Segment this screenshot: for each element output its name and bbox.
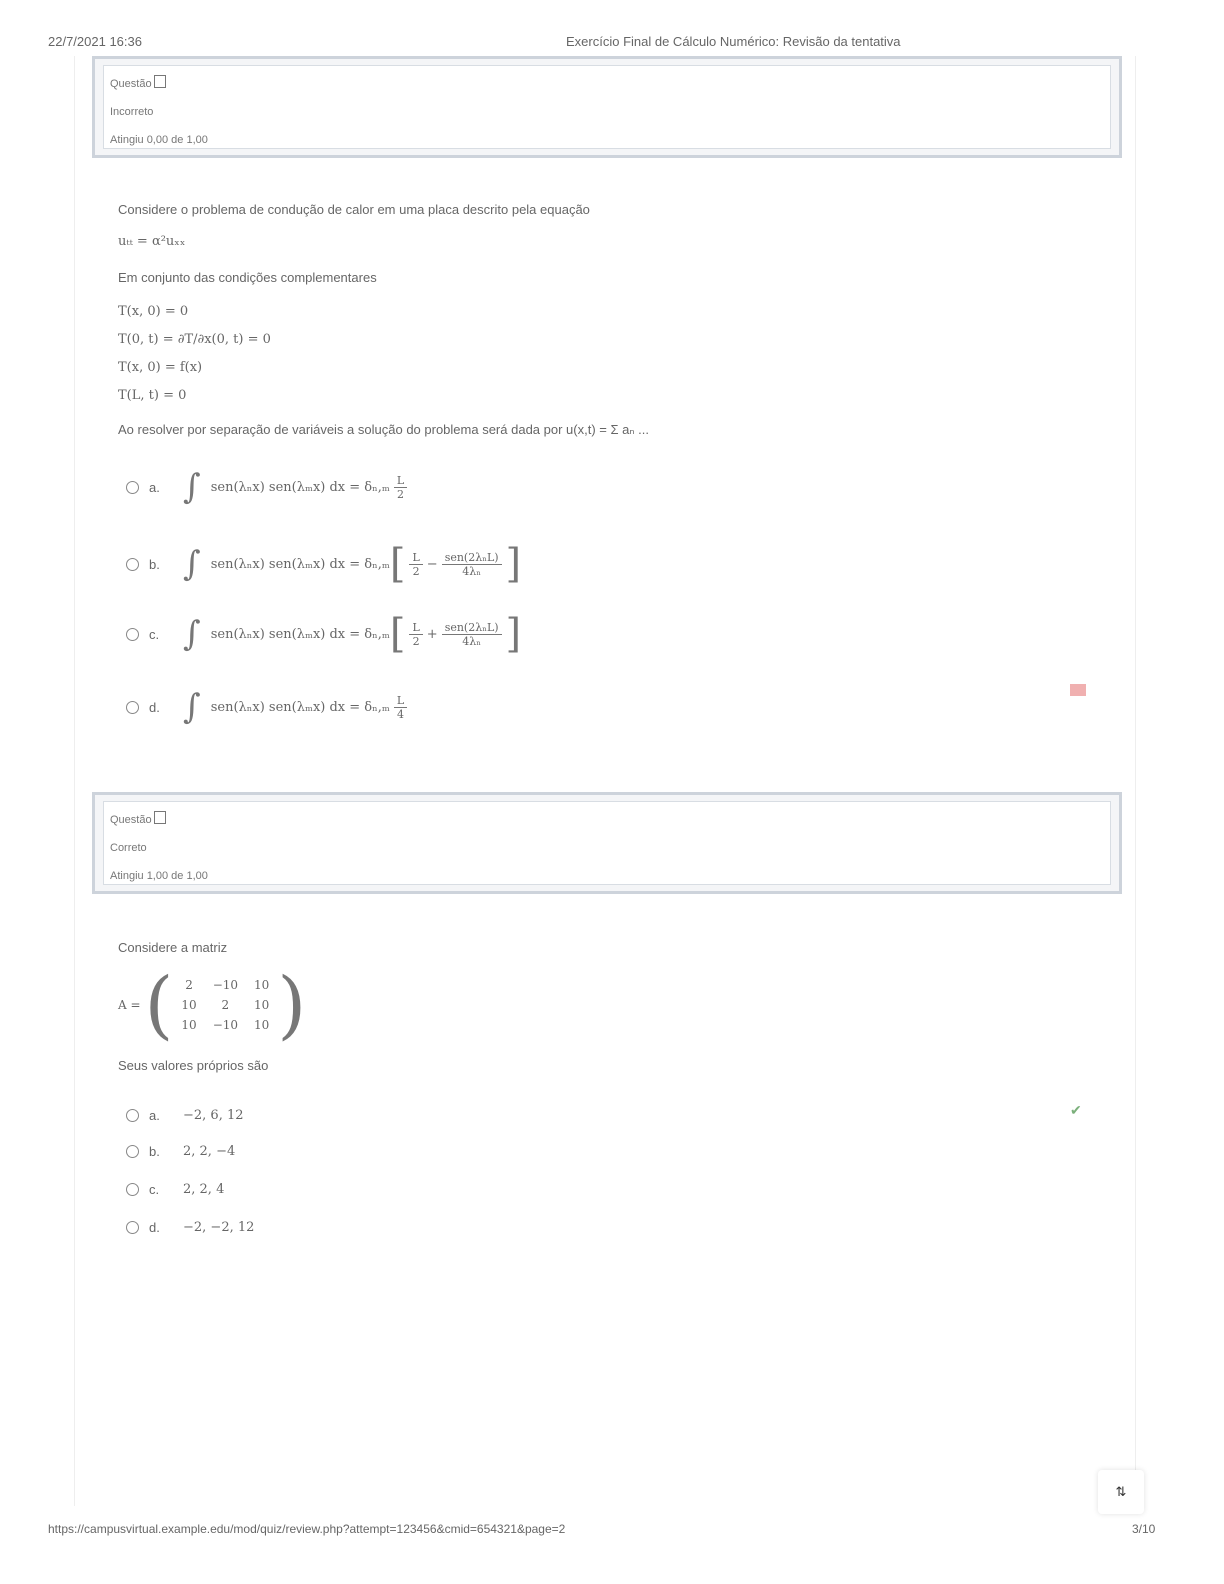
question-info-box	[92, 792, 1122, 894]
flag-icon[interactable]	[154, 811, 166, 824]
numerator: L	[394, 474, 407, 488]
option-math	[183, 611, 522, 657]
option-letter: d.	[149, 1220, 160, 1235]
question-info-panel	[103, 801, 1111, 885]
bracket-left: [	[389, 611, 406, 657]
matrix-table	[173, 975, 277, 1035]
denominator: 4λₙ	[462, 564, 481, 578]
question-status: Correto	[110, 842, 147, 854]
denominator: 4	[397, 707, 405, 721]
paren-left: (	[144, 962, 174, 1048]
condition: T(0, t) = ∂T/∂x(0, t) = 0	[118, 332, 271, 347]
paren-right: )	[277, 962, 307, 1048]
scroll-nav-button[interactable]: ⇅	[1098, 1470, 1144, 1514]
option-letter: a.	[149, 1108, 160, 1123]
question-text: Seus valores próprios são	[118, 1058, 269, 1073]
browser-timestamp: 22/7/2021 16:36	[48, 34, 142, 49]
radio-button[interactable]	[126, 701, 139, 714]
option-text: −2, 6, 12	[183, 1108, 244, 1123]
integral-icon: ∫	[183, 687, 201, 727]
radio-button[interactable]	[126, 1109, 139, 1122]
question-status: Incorreto	[110, 106, 154, 118]
radio-button[interactable]	[126, 1221, 139, 1234]
question-score: Atingiu 0,00 de 1,00	[110, 134, 208, 146]
flag-icon[interactable]	[154, 75, 166, 88]
radio-button[interactable]	[126, 1145, 139, 1158]
fraction	[394, 694, 407, 721]
matrix-row	[173, 975, 277, 995]
numerator: sen(2λₙL)	[442, 551, 502, 565]
question-text: Considere a matriz	[118, 940, 228, 955]
matrix-cell: −10	[212, 1018, 239, 1032]
option-expression: sen(λₙx) sen(λₘx) dx = δₙ,ₘ	[210, 699, 390, 715]
answer-option[interactable]	[126, 1182, 224, 1197]
question-label: Questão	[110, 78, 152, 90]
numerator: L	[394, 694, 407, 708]
radio-button[interactable]	[126, 558, 139, 571]
matrix-cell: 10	[181, 998, 197, 1012]
equation: uₜₜ = α²uₓₓ	[118, 234, 186, 249]
matrix-cell: 2	[185, 978, 193, 992]
numerator: L	[409, 621, 422, 635]
fraction	[409, 551, 422, 578]
option-letter: c.	[149, 1182, 160, 1197]
answer-option[interactable]	[126, 467, 411, 507]
answer-option[interactable]	[126, 541, 522, 587]
integral-icon: ∫	[183, 614, 201, 654]
condition: T(x, 0) = f(x)	[118, 360, 203, 375]
option-expression: sen(λₙx) sen(λₘx) dx = δₙ,ₘ	[210, 626, 390, 642]
matrix-row	[173, 995, 277, 1015]
option-math	[183, 541, 522, 587]
incorrect-mark-icon	[1070, 684, 1086, 696]
answer-option[interactable]	[126, 1220, 254, 1235]
option-letter: d.	[149, 699, 160, 715]
integral-icon: ∫	[183, 544, 201, 584]
integral-icon: ∫	[183, 467, 201, 507]
option-math	[183, 467, 411, 507]
numerator: L	[409, 551, 422, 565]
option-math	[183, 687, 411, 727]
denominator: 4λₙ	[462, 634, 481, 648]
fraction	[394, 474, 407, 501]
denominator: 2	[397, 487, 405, 501]
matrix-cell: 10	[181, 1018, 197, 1032]
plus-sign: +	[426, 626, 438, 642]
fraction	[442, 551, 502, 578]
matrix-cell: 2	[221, 998, 230, 1012]
radio-button[interactable]	[126, 628, 139, 641]
browser-url: https://campusvirtual.example.edu/mod/quiz/review.php?attempt=123456&cmid=654321&page=2	[48, 1522, 566, 1536]
option-text: 2, 2, −4	[183, 1144, 236, 1159]
option-letter: b.	[149, 1144, 160, 1159]
numerator: sen(2λₙL)	[442, 621, 502, 635]
option-expression: sen(λₙx) sen(λₘx) dx = δₙ,ₘ	[210, 556, 390, 572]
option-letter: c.	[149, 626, 160, 642]
answer-option[interactable]	[126, 687, 411, 727]
matrix-row	[173, 1015, 277, 1035]
bracket-right: ]	[505, 541, 522, 587]
bracket-left: [	[389, 541, 406, 587]
question-text: Ao resolver por separação de variáveis a solução do problema será dada por u(x,t) = Σ aₙ ...	[118, 422, 649, 437]
answer-option[interactable]	[126, 1144, 235, 1159]
option-text: −2, −2, 12	[183, 1220, 255, 1235]
answer-option[interactable]	[126, 611, 522, 657]
matrix-name: A =	[118, 998, 141, 1012]
condition: T(x, 0) = 0	[118, 304, 189, 319]
minus-sign: −	[426, 556, 438, 572]
answer-option[interactable]	[126, 1108, 244, 1123]
option-expression: sen(λₙx) sen(λₘx) dx = δₙ,ₘ	[210, 479, 390, 495]
matrix-cell: −10	[212, 978, 239, 992]
question-text: Em conjunto das condições complementares	[118, 270, 377, 285]
condition: T(L, t) = 0	[118, 388, 187, 403]
correct-check-icon: ✔	[1070, 1102, 1082, 1118]
option-letter: b.	[149, 556, 160, 572]
question-info-panel	[103, 65, 1111, 149]
option-text: 2, 2, 4	[183, 1182, 225, 1197]
question-label: Questão	[110, 814, 152, 826]
browser-page-number: 3/10	[1132, 1522, 1156, 1536]
question-text: Considere o problema de condução de calor em uma placa descrito pela equação	[118, 202, 590, 217]
radio-button[interactable]	[126, 1183, 139, 1196]
question-score: Atingiu 1,00 de 1,00	[110, 870, 208, 882]
radio-button[interactable]	[126, 481, 139, 494]
matrix-cell: 10	[254, 998, 270, 1012]
matrix	[118, 962, 307, 1048]
fraction	[442, 621, 502, 648]
denominator: 2	[412, 634, 420, 648]
matrix-cell: 10	[254, 1018, 270, 1032]
bracket-right: ]	[505, 611, 522, 657]
fraction	[409, 621, 422, 648]
question-info-box	[92, 56, 1122, 158]
option-letter: a.	[149, 479, 160, 495]
matrix-cell: 10	[254, 978, 270, 992]
browser-page-title: Exercício Final de Cálculo Numérico: Revisão da tentativa	[566, 34, 901, 49]
denominator: 2	[412, 564, 420, 578]
